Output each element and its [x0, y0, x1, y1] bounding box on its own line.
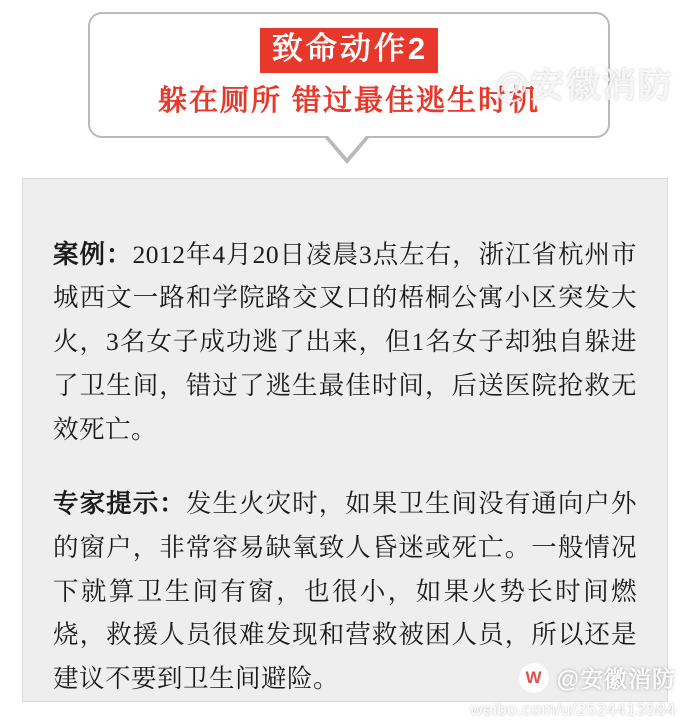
expert-label: 专家提示：	[53, 488, 186, 518]
case-text: 2012年4月20日凌晨3点左右，浙江省杭州市城西文一路和学院路交叉口的梧桐公寓小区突发大火，3名女子成功逃了出来，但1名女子却独自躲进了卫生间，错过了逃生最佳时间，后送医院抢救无效死亡。	[53, 239, 637, 444]
callout-tail-fill	[328, 136, 366, 158]
case-paragraph	[53, 233, 637, 452]
watermark-bottom-text: @安徽消防	[556, 666, 676, 692]
content-panel	[22, 178, 668, 702]
title-callout	[88, 12, 610, 138]
weibo-icon: W	[519, 663, 549, 693]
title-subtitle: 躲在厕所 错过最佳逃生时机	[157, 84, 541, 117]
case-label: 案例：	[53, 239, 133, 269]
expert-paragraph	[53, 482, 637, 701]
watermark-url: weibo.com/u/2524413584	[470, 700, 676, 719]
expert-text: 发生火灾时，如果卫生间没有通向户外的窗户，非常容易缺氧致人昏迷或死亡。一般情况下就算卫生间有窗，也很小，如果火势长时间燃烧，救援人员很难发现和营救被困人员，所以还是建议不要到卫生间避险。	[53, 488, 637, 694]
watermark-top: @安徽消防	[494, 67, 674, 105]
title-badge: 致命动作2	[260, 28, 438, 73]
